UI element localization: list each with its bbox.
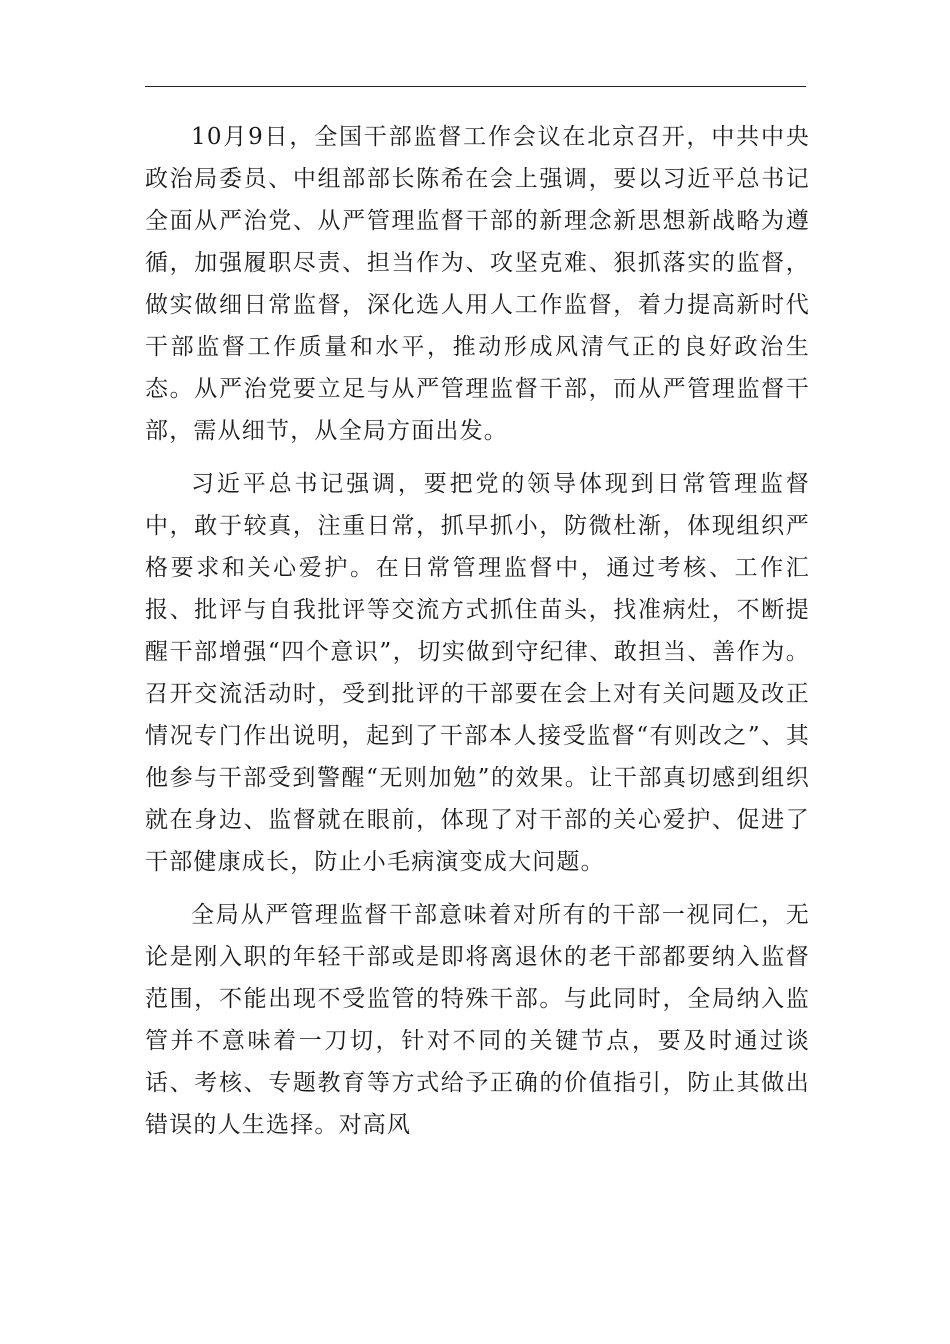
paragraph-1: 10月9日，全国干部监督工作会议在北京召开，中共中央政治局委员、中组部部长陈希在会上强调，要以习近平总书记全面从严治党、从严管理监督干部的新理念新思想新战略为遵循，加强履职尽责、担当作为、攻坚克难、狠抓落实的监督，做实做细日常监督，深化选人用人工作监督，着力提高新时代干部监督工作质量和水平，推动形成风清气正的良好政治生态。从严治党要立足与从严管理监督干部，而从严管理监督干部，需从细节，从全局方面出发。: [145, 124, 810, 444]
paragraph-2: 习近平总书记强调，要把党的领导体现到日常管理监督中，敢于较真，注重日常，抓早抓小，防微杜渐，体现组织严格要求和关心爱护。在日常管理监督中，通过考核、工作汇报、批评与自我批评等交流方式抓住苗头，找准病灶，不断提醒干部增强“四个意识”，切实做到守纪律、敢担当、善作为。召开交流活动时，受到批评的干部要在会上对有关问题及改正情况专门作出说明，起到了干部本人接受监督“有则改之”、其他参与干部受到警醒“无则加勉”的效果。让干部真切感到组织就在身边、监督就在眼前，体现了对干部的关心爱护、促进了干部健康成长，防止小毛病演变成大问题。: [145, 471, 810, 875]
body-text: [145, 116, 810, 1157]
header-rule: [145, 86, 806, 87]
paragraph-3: 全局从严管理监督干部意味着对所有的干部一视同仁，无论是刚入职的年轻干部或是即将离退休的老干部都要纳入监督范围，不能出现不受监管的特殊干部。与此同时，全局纳入监管并不意味着一刀切，针对不同的关键节点，要及时通过谈话、考核、专题教育等方式给予正确的价值指引，防止其做出错误的人生选择。对高风: [145, 902, 810, 1138]
